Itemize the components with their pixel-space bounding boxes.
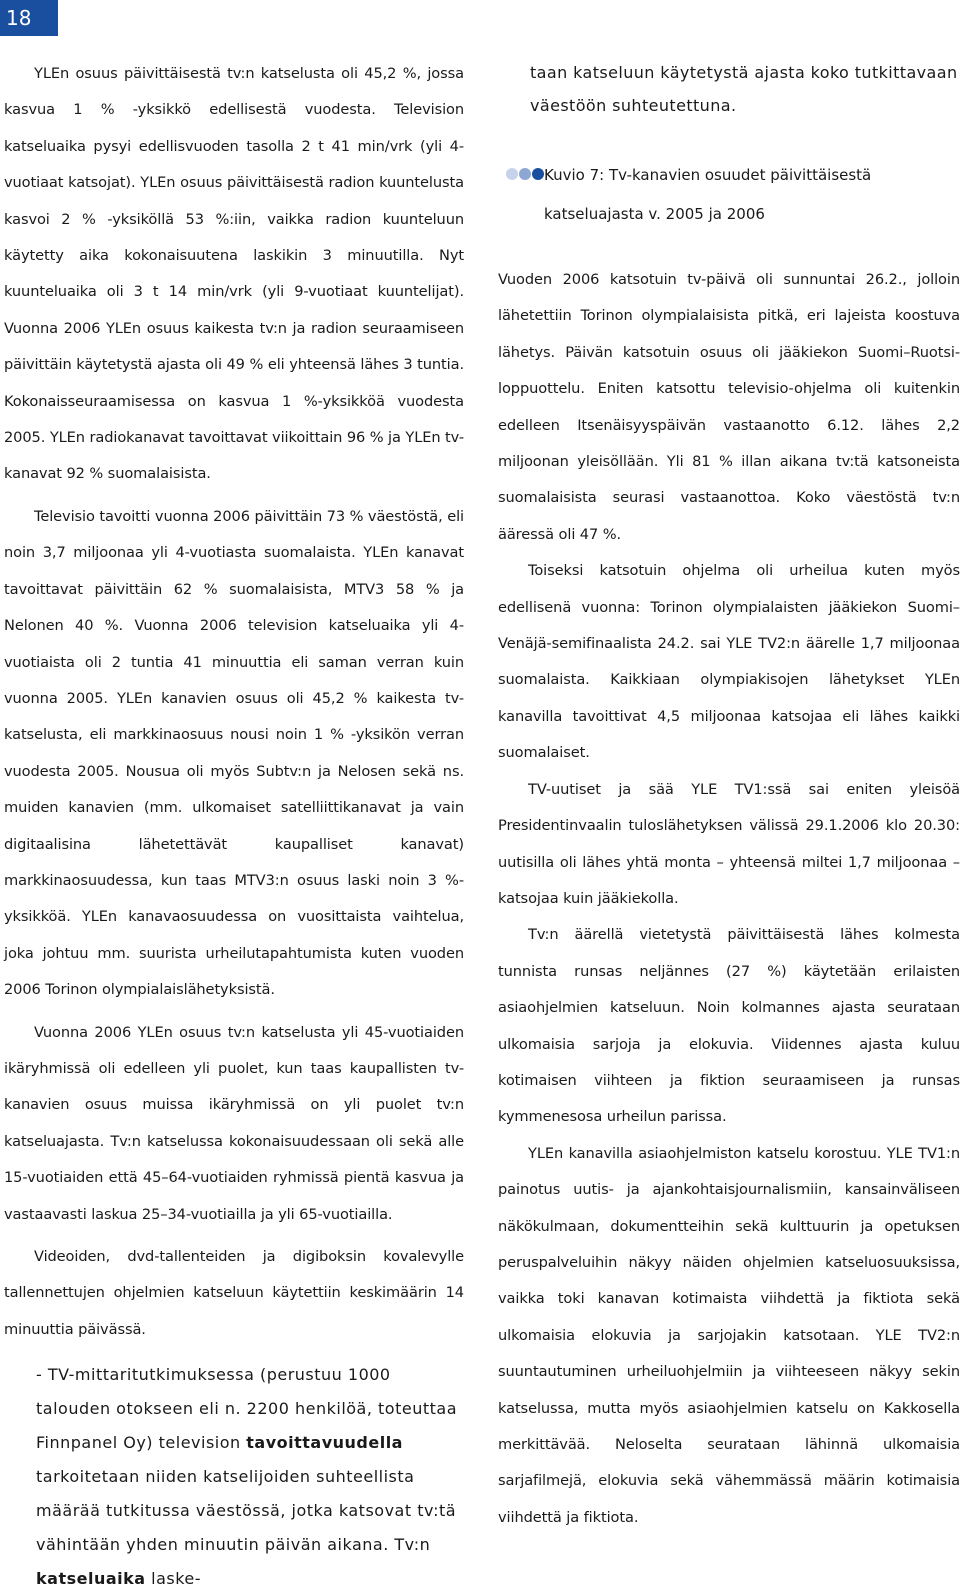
body-paragraph: Vuonna 2006 YLEn osuus tv:n katselusta yli 45-vuotiaiden ikäryhmissä oli edelleen yli puolet, kun taas kaupallisten tv-kanavien osuus muissa ikäryhmissä on yli puolet tv:n katseluajasta. Tv:n katselussa kokonaisuudessaan oli sekä alle 15-vuotiaiden että 45–64-vuotiaiden ryhmissä pientä kasvua ja vastaavasti laskua 25–34-vuotiailla ja yli 65-vuotiailla. (4, 1023, 464, 1223)
note-text: tarkoitetaan niiden katselijoiden suhteellista määrää tutkitussa väestössä, jotka katsovat tv:tä vähintään yhden minuutin päivän aikana. Tv:n (36, 1467, 457, 1555)
figure-caption-line: Kuvio 7: Tv-kanavien osuudet päivittäisestä (544, 166, 872, 184)
body-paragraph: TV-uutiset ja sää YLE TV1:ssä sai eniten yleisöä Presidentinvaalin tuloslähetyksen välissä 29.1.2006 klo 20.30: uutisilla oli lähes yhtä monta – yhteensä miltei 1,7 miljoonaa – katsojaa kuin jääkiekolla. (498, 780, 960, 907)
figure-caption-line: katseluajasta v. 2005 ja 2006 (544, 205, 765, 223)
body-paragraph: YLEn kanavilla asiaohjelmiston katselu korostuu. YLE TV1:n painotus uutis- ja ajankohtaisjournalismiin, kansainväliseen näkökulmaan, dokumentteihin sekä kulttuurin ja opetuksen peruspalveluihin näkyy näiden ohjelmien katseluosuuksissa, vaikka toki kanavan kotimaista viihdettä ja fiktiota sekä ulkomaisia elokuvia ja sarjojakin katsotaan. YLE TV2:n suuntautuminen urheiluohjelmiin ja viihteeseen näkyy sekin katselussa, mutta myös asiaohjelmien katselu on Kakkosella merkittävää. Neloselta seurataan lähinnä ulkomaisia sarjafilmejä, elokuvia sekä vähemmässä määrin kotimaisia viihdettä ja fiktiota. (498, 1144, 960, 1526)
note-text: laske- (145, 1569, 202, 1589)
note-term-tavoittavuus: tavoittavuudella (246, 1433, 403, 1453)
body-paragraph: Televisio tavoitti vuonna 2006 päivittäin 73 % väestöstä, eli noin 3,7 miljoonaa yli 4-vuotiasta suomalaista. YLEn kanavat tavoittavat päivittäin 62 % suomalaisista, MTV3 58 % ja Nelonen 40 %. Vuonna 2006 television katseluaika yli 4-vuotiaista oli 2 tuntia 41 minuuttia eli saman verran kuin vuonna 2005. YLEn kanavien osuus oli 45,2 % kaikesta tv-katselusta, eli markkinaosuus nousi noin 1 % -yksikön verran vuodesta 2005. Nousua oli myös Subtv:n ja Nelosen sekä ns. muiden kanavien (mm. ulkomaiset satelliittikanavat ja vain digitaalisina lähetettävät kaupalliset kanavat) markkinaosuudessa, kun taas MTV3:n osuus laski noin 3 %-yksikköä. YLEn kanavaosuudessa on vuosittaista vaihtelua, joka johtuu mm. suurista urheilutapahtumista kuten vuoden 2006 Torinon olympialaislähetyksistä. (4, 507, 464, 999)
figure-caption (498, 156, 960, 234)
body-paragraph: Videoiden, dvd-tallenteiden ja digiboksin kovalevylle tallennettujen ohjelmien katseluun käytettiin keskimäärin 14 minuuttia päivässä. (4, 1248, 464, 1338)
bullet-dots-icon (506, 168, 544, 180)
note-continuation: taan katseluun käytetystä ajasta koko tutkittavaan väestöön suhteutettuna. (530, 63, 958, 115)
note-text: - TV-mittaritutkimuksessa (perustuu 1000 talouden otokseen eli n. 2200 henkilöä, toteuttaa Finnpanel Oy) television (36, 1365, 458, 1453)
left-column (4, 56, 464, 1596)
body-paragraph: Toiseksi katsotuin ohjelma oli urheilua kuten myös edellisenä vuonna: Torinon olympialaisten jääkiekon Suomi–Venäjä-semifinaalista 24.2. sai YLE TV2:n äärelle 1,7 miljoonaa suomalaista. Kaikkiaan olympiakisojen lähetykset YLEn kanavilla tavoittivat 4,5 miljoonaa katsojaa eli lähes kaikki suomalaiset. (498, 562, 960, 762)
body-paragraph: YLEn osuus päivittäisestä tv:n katselusta oli 45,2 %, jossa kasvua 1 % -yksikkö edellisestä vuodesta. Television katseluaika pysyi edellisvuoden tasolla 2 t 41 min/vrk (yli 4-vuotiaat katsojat). YLEn osuus päivittäisestä radion kuuntelusta kasvoi 2 % -yksiköllä 53 %:iin, vaikka radion kuunteluun käytetty aika kokonaisuutena laskikin 3 minuutilla. Nyt kuunteluaika oli 3 t 14 min/vrk (yli 9-vuotiaat kuuntelijat). Vuonna 2006 YLEn osuus kaikesta tv:n ja radion seuraamiseen päivittäin käytetystä ajasta oli 49 % eli yhteensä lähes 3 tuntia. Kokonaisseuraamisessa on kasvua 1 %-yksikköä vuodesta 2005. YLEn radiokanavat tavoittavat viikoittain 96 % ja YLEn tv-kanavat 92 % suomalaisista. (4, 65, 464, 483)
body-paragraph: Vuoden 2006 katsotuin tv-päivä oli sunnuntai 26.2., jolloin lähetettiin Torinon olympialaisista pitkä, eri lajeista koostuva lähetys. Päivän katsotuin osuus oli jääkiekon Suomi–Ruotsi-loppuottelu. Eniten katsottu televisio-ohjelma oli kuitenkin edelleen Itsenäisyyspäivän vastaanotto 6.12. lähes 2,2 miljoonan yleisöllään. Yli 81 % illan aikana tv:tä katsoneista suomalaisista seurasi vastaanottoa. Koko väestöstä tv:n ääressä oli 47 %. (498, 271, 960, 543)
body-paragraph: Tv:n äärellä vietetystä päivittäisestä lähes kolmesta tunnista runsas neljännes (27 %) käytetään erilaisten asiaohjelmien katseluun. Noin kolmannes ajasta seurataan ulkomaisia sarjoja ja elokuvia. Viidennes ajasta kuluu kotimaisen viihteen ja fiktion seuraamiseen ja runsas kymmenesosa urheilun parissa. (498, 926, 960, 1126)
definition-note (4, 1358, 464, 1596)
note-term-katseluaika: katseluaika (36, 1569, 146, 1589)
page-number: 18 (0, 0, 58, 36)
right-column (498, 56, 960, 1536)
